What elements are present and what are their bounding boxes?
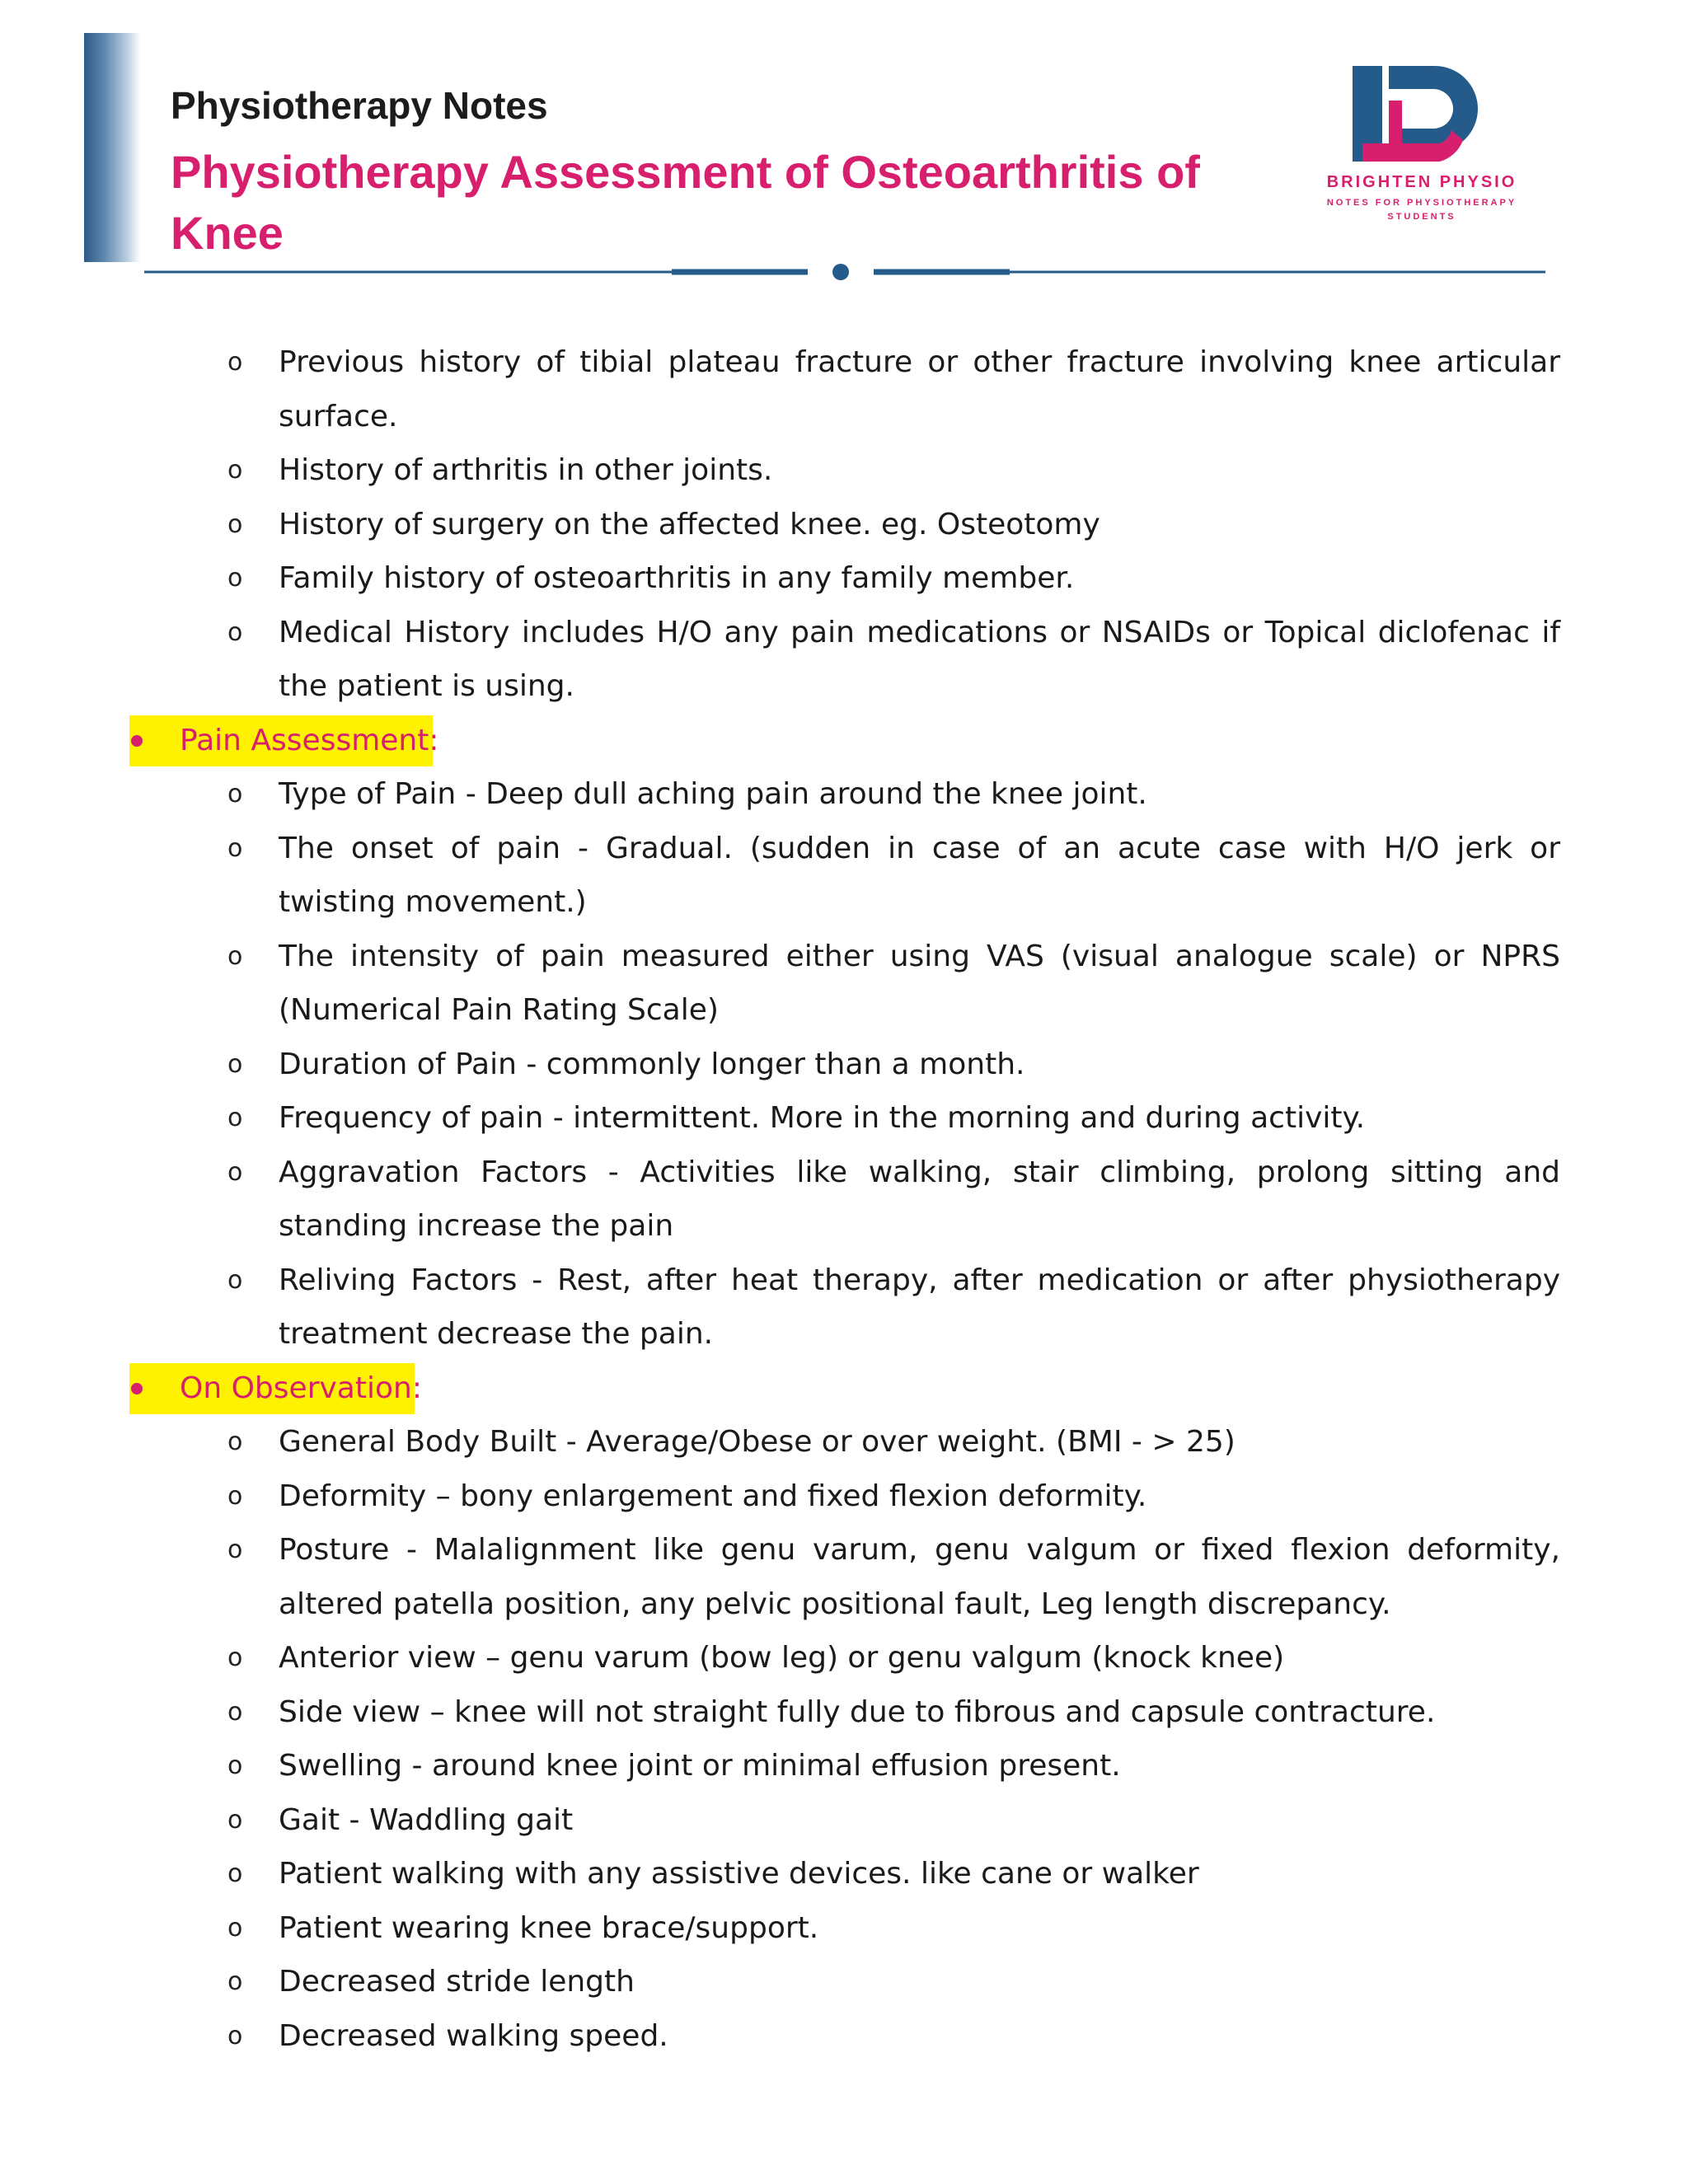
- list-marker: o: [227, 780, 243, 808]
- list-item-text: Side view – knee will not straight fully due to fibrous and capsule contracture.: [279, 1694, 1436, 1729]
- list-item-text: Family history of osteoarthritis in any family member.: [279, 561, 1075, 595]
- notes-content: [0, 335, 1688, 2063]
- list-item-text: Previous history of tibial plateau fracture or other fracture involving knee articular surface.: [279, 345, 1560, 434]
- list-marker: o: [227, 1104, 243, 1132]
- list-item-text: Decreased stride length: [279, 1965, 635, 1999]
- list-item: [0, 1415, 1688, 1469]
- list-item: [0, 1146, 1688, 1254]
- section-heading-on-observation: [0, 1361, 1688, 1416]
- list-item: [0, 1631, 1688, 1685]
- list-item-text: Patient walking with any assistive devices. like cane or walker: [279, 1857, 1199, 1891]
- list-item-text: Duration of Pain - commonly longer than a month.: [279, 1047, 1025, 1081]
- list-item-text: Gait - Waddling gait: [279, 1802, 574, 1837]
- list-item: [0, 335, 1688, 443]
- list-item-text: Patient wearing knee brace/support.: [279, 1910, 819, 1945]
- list-marker: o: [227, 348, 243, 377]
- list-item: [0, 1793, 1688, 1848]
- list-marker: o: [227, 2021, 243, 2050]
- list-marker: o: [227, 1481, 243, 1511]
- list-marker: o: [227, 833, 243, 863]
- list-item: [0, 1254, 1688, 1361]
- page-title: Physiotherapy Assessment of Osteoarthritis of Knee: [171, 146, 1200, 259]
- list-item-text: Frequency of pain - intermittent. More in the morning and during activity.: [279, 1101, 1366, 1135]
- list-item-text: History of arthritis in other joints.: [279, 453, 773, 487]
- list-marker: o: [227, 509, 243, 539]
- list-item: [0, 930, 1688, 1038]
- list-item: [0, 767, 1688, 822]
- list-marker: o: [227, 1859, 243, 1888]
- section-heading-text: On Observation:: [180, 1371, 422, 1405]
- list-item: [0, 1955, 1688, 2009]
- list-item: [0, 1523, 1688, 1631]
- history-list: [0, 335, 1688, 714]
- logo-name: BRIGHTEN PHYSIO: [1326, 173, 1517, 191]
- list-item: [0, 606, 1688, 714]
- list-marker: o: [227, 1967, 243, 1996]
- list-item: [0, 498, 1688, 552]
- list-marker: o: [227, 1535, 243, 1564]
- on-observation-list: [0, 1415, 1688, 2063]
- list-item-text: The onset of pain - Gradual. (sudden in case of an acute case with H/O jerk or twisting movement.): [279, 831, 1560, 919]
- section-heading-pain-assessment: [0, 714, 1688, 768]
- list-item-text: Posture - Malalignment like genu varum, genu valgum or fixed flexion deformity, altered patella position, any pelvic positional fault, Leg length discrepancy.: [279, 1533, 1560, 1621]
- logo-tagline-line2: STUDENTS: [1387, 212, 1456, 222]
- header-divider: [144, 262, 1545, 282]
- list-marker: o: [227, 941, 243, 971]
- list-item: [0, 1901, 1688, 1956]
- list-item: [0, 1739, 1688, 1793]
- list-marker: o: [227, 1913, 243, 1943]
- list-item-text: Anterior view – genu varum (bow leg) or genu valgum (knock knee): [279, 1641, 1285, 1675]
- list-marker: o: [227, 456, 243, 485]
- list-item-text: Reliving Factors - Rest, after heat therapy, after medication or after physiotherapy treatment decrease the pain.: [279, 1263, 1560, 1351]
- list-item: [0, 1847, 1688, 1901]
- list-item-text: History of surgery on the affected knee. eg. Osteotomy: [279, 507, 1100, 541]
- list-item-text: Aggravation Factors - Activities like walking, stair climbing, prolong sitting and standing increase the pain: [279, 1155, 1560, 1243]
- list-item-text: Swelling - around knee joint or minimal effusion present.: [279, 1749, 1121, 1783]
- list-marker: o: [227, 1049, 243, 1079]
- list-item: [0, 1038, 1688, 1092]
- list-marker: o: [227, 1751, 243, 1780]
- brand-logo: [1298, 54, 1545, 227]
- list-item: [0, 1469, 1688, 1524]
- list-marker: o: [227, 617, 243, 647]
- list-item: [0, 443, 1688, 498]
- list-item: [0, 2009, 1688, 2064]
- list-marker: o: [227, 1643, 243, 1672]
- header-accent-bar: [84, 33, 140, 262]
- list-marker: o: [227, 1697, 243, 1727]
- list-item: [0, 1091, 1688, 1146]
- list-marker: o: [227, 564, 243, 593]
- list-marker: o: [227, 1157, 243, 1187]
- list-item: [0, 1685, 1688, 1740]
- list-item-text: Decreased walking speed.: [279, 2018, 668, 2053]
- list-item-text: General Body Built - Average/Obese or over weight. (BMI - > 25): [279, 1425, 1236, 1459]
- logo-tagline-line1: NOTES FOR PHYSIOTHERAPY: [1326, 198, 1517, 208]
- list-marker: o: [227, 1265, 243, 1295]
- list-item: [0, 822, 1688, 930]
- logo-tagline: [1298, 196, 1545, 224]
- pd-monogram-logo-icon: [1298, 54, 1545, 170]
- list-item: [0, 551, 1688, 606]
- list-item-text: Type of Pain - Deep dull aching pain around the knee joint.: [279, 777, 1147, 811]
- list-marker: o: [227, 1427, 243, 1456]
- list-item-text: The intensity of pain measured either using VAS (visual analogue scale) or NPRS (Numerical Pain Rating Scale): [279, 939, 1560, 1027]
- pain-assessment-list: [0, 767, 1688, 1361]
- list-item-text: Medical History includes H/O any pain medications or NSAIDs or Topical diclofenac if the patient is using.: [279, 615, 1560, 703]
- list-marker: o: [227, 1805, 243, 1835]
- section-heading-text: Pain Assessment:: [180, 723, 439, 757]
- site-name: Physiotherapy Notes: [171, 84, 548, 127]
- list-item-text: Deformity – bony enlargement and fixed flexion deformity.: [279, 1479, 1147, 1513]
- bullet-icon: [131, 1383, 143, 1394]
- bullet-icon: [131, 735, 143, 747]
